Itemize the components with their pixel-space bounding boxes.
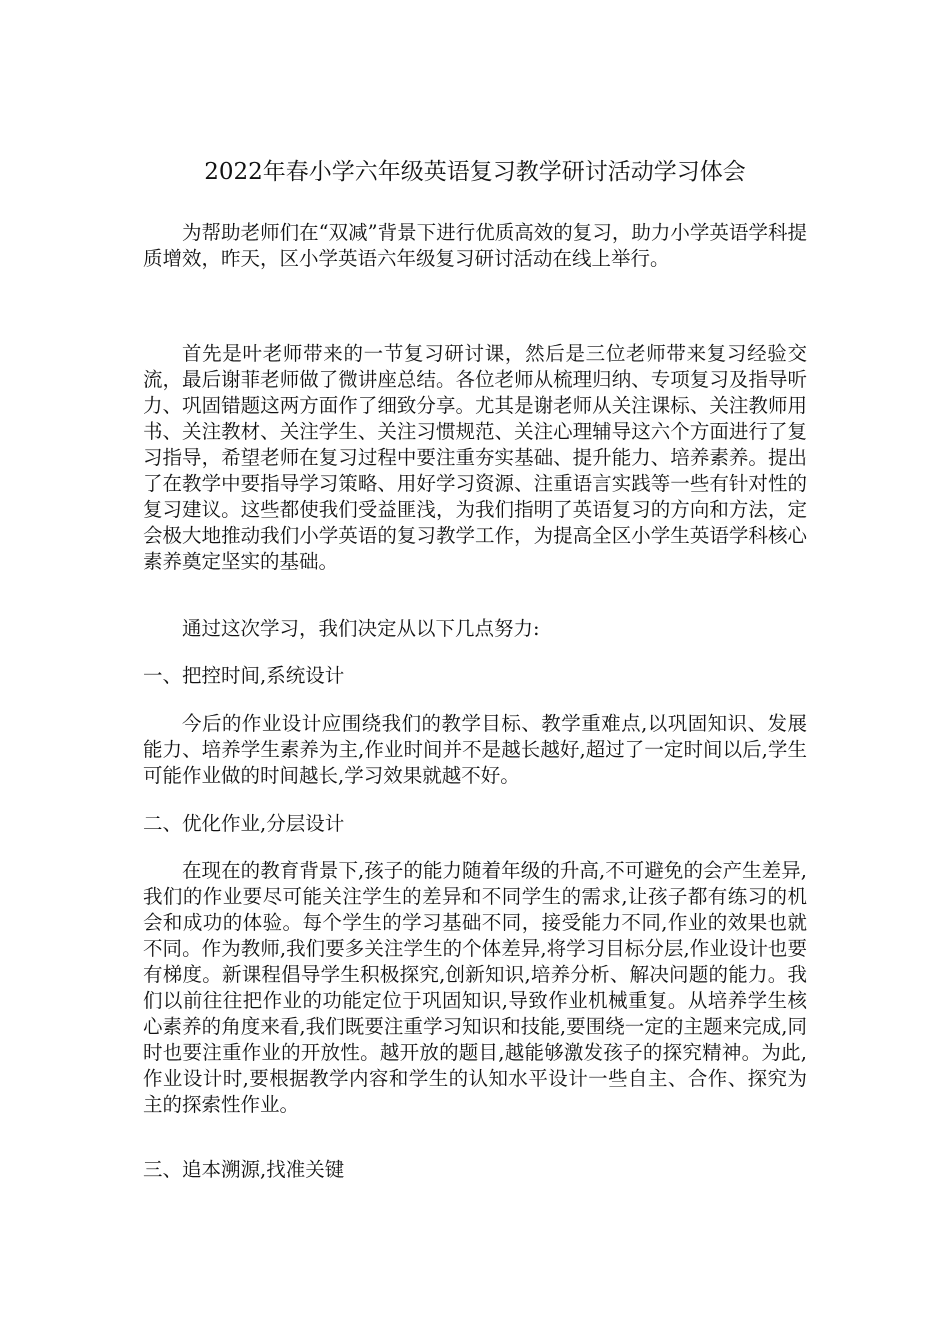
section-heading-1: 一、把控时间,系统设计	[143, 664, 345, 687]
plan-intro-paragraph: 通过这次学习，我们决定从以下几点努力:	[182, 617, 540, 640]
document-title: 2022年春小学六年级英语复习教学研讨活动学习体会	[204, 159, 746, 185]
section-2-paragraph: 在现在的教育背景下,孩子的能力随着年级的升高,不可避免的会产生差异,我们的作业要尽可能关注学生的差异和不同学生的需求,让孩子都有练习的机会和成功的体验。每个学生的学习基础不同，接受能力不同,作业的效果也就不同。作为教师,我们要多关注学生的个体差异,将学习目标分层,作业设计也要有梯度。新课程倡导学生积极探究,创新知识,培养分析、解决问题的能力。我们以前往往把作业的功能定位于巩固知识,导致作业机械重复。从培养学生核心素养的角度来看,我们既要注重学习知识和技能,要围绕一定的主题来完成,同时也要注重作业的开放性。越开放的题目,越能够激发孩子的探究精神。为此,作业设计时,要根据教学内容和学生的认知水平设计一些自主、合作、探究为主的探索性作业。	[143, 859, 807, 1116]
section-heading-3: 三、追本溯源,找准关键	[143, 1158, 345, 1181]
intro-paragraph: 为帮助老师们在“双减”背景下进行优质高效的复习，助力小学英语学科提质增效，昨天，区小学英语六年级复习研讨活动在线上举行。	[143, 221, 807, 270]
section-1-paragraph: 今后的作业设计应围绕我们的教学目标、教学重难点,以巩固知识、发展能力、培养学生素养为主,作业时间并不是越长越好,超过了一定时间以后,学生可能作业做的时间越长,学习效果就越不好。	[143, 712, 807, 787]
section-heading-2: 二、优化作业,分层设计	[143, 812, 345, 835]
activity-summary-paragraph: 首先是叶老师带来的一节复习研讨课，然后是三位老师带来复习经验交流，最后谢菲老师做了微讲座总结。各位老师从梳理归纳、专项复习及指导听力、巩固错题这两方面作了细致分享。尤其是谢老师从关注课标、关注教师用书、关注教材、关注学生、关注习惯规范、关注心理辅导这六个方面进行了复习指导，希望老师在复习过程中要注重夯实基础、提升能力、培养素养。提出了在教学中要指导学习策略、用好学习资源、注重语言实践等一些有针对性的复习建议。这些都使我们受益匪浅，为我们指明了英语复习的方向和方法，定会极大地推动我们小学英语的复习教学工作，为提高全区小学生英语学科核心素养奠定坚实的基础。	[143, 342, 807, 573]
